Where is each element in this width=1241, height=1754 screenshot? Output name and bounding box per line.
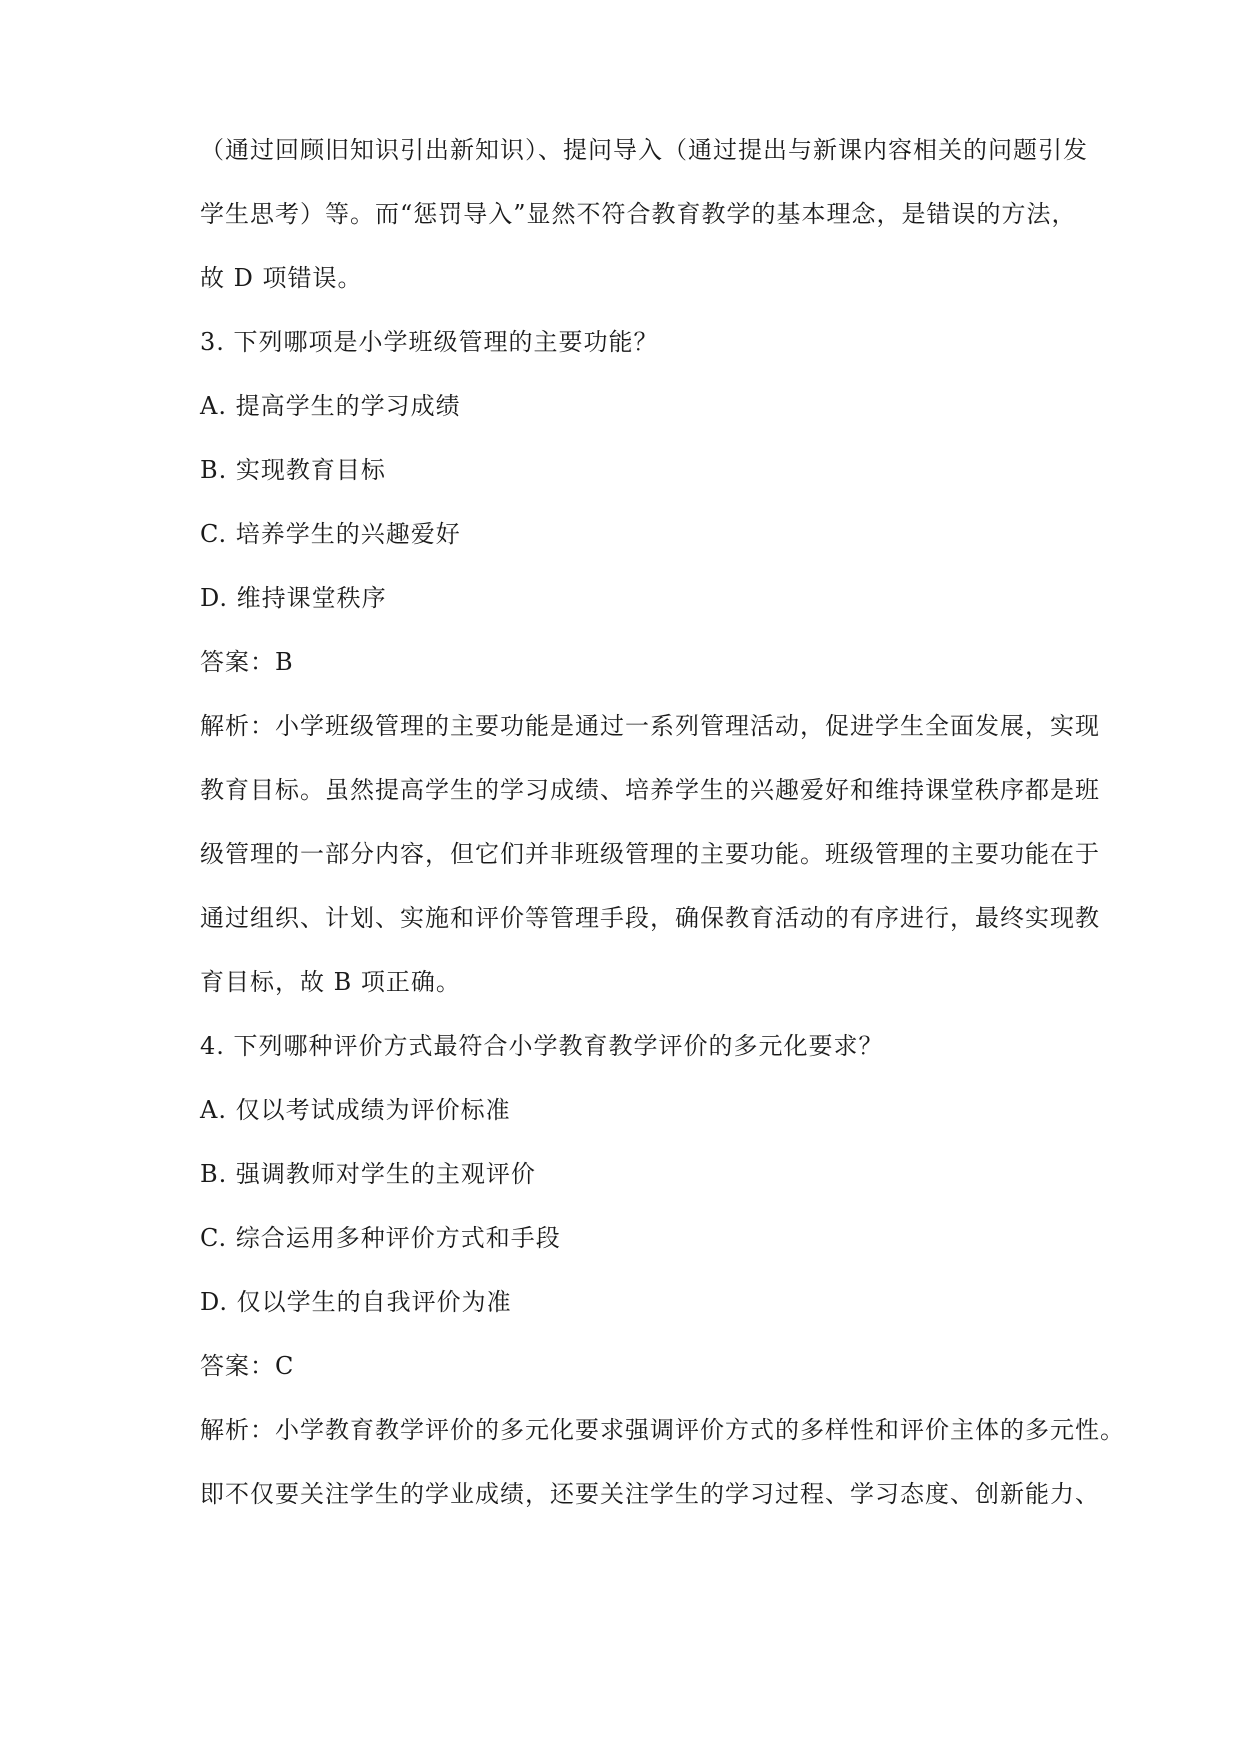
question-3-option-c: C. 培养学生的兴趣爱好 [200,520,461,548]
paragraph-line: 故 D 项错误。 [200,264,363,292]
question-4-text: 4. 下列哪种评价方式最符合小学教育教学评价的多元化要求？ [200,1032,884,1060]
question-4-answer: 答案：C [200,1352,295,1380]
paragraph-line: （通过回顾旧知识引出新知识）、提问导入（通过提出与新课内容相关的问题引发 [200,136,1088,164]
question-3-analysis-line: 育目标，故 B 项正确。 [200,968,461,996]
question-3-text: 3. 下列哪项是小学班级管理的主要功能？ [200,328,659,356]
question-3-analysis-line: 解析：小学班级管理的主要功能是通过一系列管理活动，促进学生全面发展，实现 [200,712,1100,740]
question-3-analysis-line: 通过组织、计划、实施和评价等管理手段，确保教育活动的有序进行，最终实现教 [200,904,1100,932]
question-3-option-b: B. 实现教育目标 [200,456,386,484]
question-4-option-c: C. 综合运用多种评价方式和手段 [200,1224,561,1252]
question-3-option-a: A. 提高学生的学习成绩 [200,392,461,420]
question-4-analysis-line: 解析：小学教育教学评价的多元化要求强调评价方式的多样性和评价主体的多元性。 [200,1416,1125,1444]
question-3-answer: 答案：B [200,648,294,676]
question-3-option-d: D. 维持课堂秩序 [200,584,387,612]
paragraph-line: 学生思考）等。而“惩罚导入”显然不符合教育教学的基本理念，是错误的方法， [200,200,1077,228]
question-4-option-d: D. 仅以学生的自我评价为准 [200,1288,512,1316]
question-3-analysis-line: 教育目标。虽然提高学生的学习成绩、培养学生的兴趣爱好和维持课堂秩序都是班 [200,776,1100,804]
question-4-analysis-line: 即不仅要关注学生的学业成绩，还要关注学生的学习过程、学习态度、创新能力、 [200,1480,1100,1508]
question-3-analysis-line: 级管理的一部分内容，但它们并非班级管理的主要功能。班级管理的主要功能在于 [200,840,1100,868]
question-4-option-a: A. 仅以考试成绩为评价标准 [200,1096,511,1124]
question-4-option-b: B. 强调教师对学生的主观评价 [200,1160,536,1188]
